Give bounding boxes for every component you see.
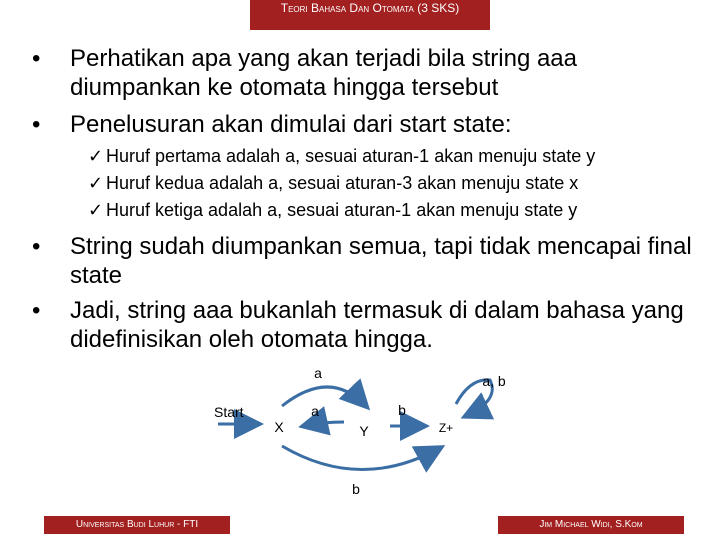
footer-university: Universitas Budi Luhur - FTI <box>44 516 230 534</box>
bullet-marker: • <box>32 111 41 138</box>
edge-label-y-to-z: b <box>398 402 406 418</box>
edge-x-to-y <box>282 387 366 406</box>
check-text: Huruf ketiga adalah a, sesuai aturan-1 akan menuju state y <box>106 200 578 220</box>
edge-label-x-to-z: b <box>352 481 360 497</box>
start-label: Start <box>214 404 244 420</box>
state-y: Y <box>359 423 369 439</box>
edge-label-z-loop: a, b <box>482 373 506 389</box>
bullet-text: Perhatikan apa yang akan terjadi bila string aaa diumpankan ke otomata hingga tersebut <box>70 45 577 101</box>
checkmark-icon: ✓ <box>88 173 104 194</box>
edge-x-to-z <box>282 446 440 470</box>
bullet-marker: • <box>32 233 41 260</box>
state-x: X <box>274 419 284 435</box>
check-item <box>88 172 708 195</box>
state-z-final: Z+ <box>438 421 454 435</box>
bullet-text: Penelusuran akan dimulai dari start state: <box>70 111 512 138</box>
checkmark-icon: ✓ <box>88 200 104 221</box>
bullet-item <box>32 44 702 102</box>
automaton-diagram <box>0 360 720 510</box>
check-text: Huruf kedua adalah a, sesuai aturan-3 akan menuju state x <box>106 173 579 193</box>
check-item <box>88 199 708 222</box>
edge-label-x-to-y: a <box>314 365 322 381</box>
bullet-text: String sudah diumpankan semua, tapi tidak mencapai final state <box>70 233 692 289</box>
bullet-item <box>32 110 702 139</box>
edge-label-y-to-x: a <box>311 403 319 419</box>
bullet-item <box>32 232 702 290</box>
header-title: Teori Bahasa Dan Otomata (3 SKS) <box>250 0 490 30</box>
bullet-marker: • <box>32 297 41 324</box>
footer-author: Jim Michael Widi, S.Kom <box>498 516 684 534</box>
edge-y-to-x <box>304 422 344 426</box>
bullet-marker: • <box>32 45 41 72</box>
checkmark-icon: ✓ <box>88 146 104 167</box>
check-text: Huruf pertama adalah a, sesuai aturan-1 akan menuju state y <box>106 146 596 166</box>
check-item <box>88 145 708 168</box>
bullet-text: Jadi, string aaa bukanlah termasuk di dalam bahasa yang didefinisikan oleh otomata hingga. <box>70 297 684 353</box>
automaton-svg <box>0 360 720 510</box>
bullet-item <box>32 296 702 354</box>
